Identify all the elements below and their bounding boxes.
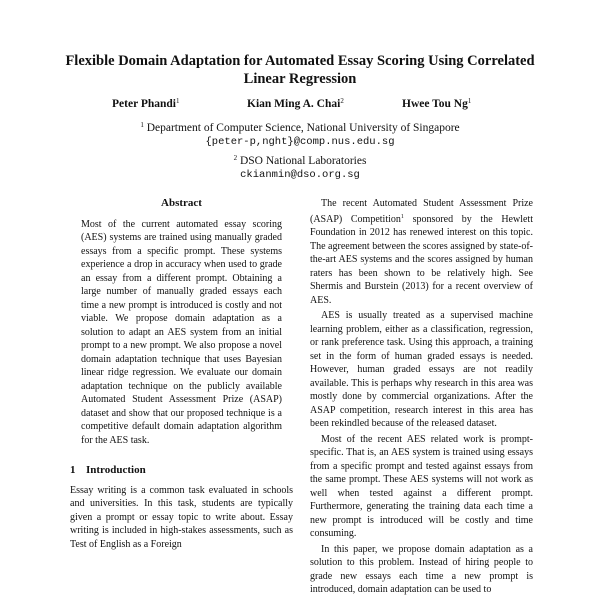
paragraph-asap bbox=[310, 197, 533, 307]
footnote-mark: 1 bbox=[400, 213, 404, 220]
affiliation-email: {peter-p,nght}@comp.nus.edu.sg bbox=[205, 136, 395, 148]
affiliation-mark: 1 bbox=[467, 97, 472, 105]
right-column bbox=[310, 197, 533, 599]
author-3 bbox=[402, 97, 471, 110]
abstract-heading: Abstract bbox=[161, 197, 202, 209]
intro-paragraph: Essay writing is a common task evaluated in schools and universities. In this task, students are typically given a prompt or essay topic to write about. Essay writing is included in high-stakes assessments, such as Test of English as a Foreign bbox=[70, 484, 293, 550]
affiliation-name: DSO National Laboratories bbox=[239, 155, 367, 167]
author-2 bbox=[247, 97, 344, 110]
paragraph-prompt-specific: Most of the recent AES related work is prompt-specific. That is, an AES system is trained using essays from a specific prompt and tested against essays from the same prompt. These AES systems will not work as well when tested against a different prompt. Furthermore, generating the training data each time a new prompt is introduced will be costly and time consuming. bbox=[310, 433, 533, 539]
author-list bbox=[0, 97, 600, 113]
affiliation-name: Department of Computer Science, National University of Singapore bbox=[146, 122, 460, 134]
author-name: Kian Ming A. Chai bbox=[247, 98, 341, 110]
author-name: Hwee Tou Ng bbox=[402, 98, 468, 110]
section-number: 1 bbox=[70, 464, 76, 476]
paragraph-domain-adaptation: In this paper, we propose domain adaptation as a solution to this problem. Instead of hiring people to grade new essays each time a new prompt is introduced, domain adaptation can be used to bbox=[310, 543, 533, 595]
section-heading bbox=[70, 464, 293, 478]
affiliation-mark: 2 bbox=[340, 97, 344, 105]
author-1 bbox=[112, 97, 180, 110]
affiliation-mark: 2 bbox=[233, 154, 238, 162]
affiliation-2 bbox=[60, 151, 540, 182]
section-title: Introduction bbox=[86, 464, 146, 476]
paragraph-text-before: The recent Automated Student Assessment Prize (ASAP) Competition bbox=[310, 198, 533, 225]
paragraph-supervised: AES is usually treated as a supervised machine learning problem, either as a classification, regression, or rank preference task. Using this approach, a training set in the form of human graded essays is needed. However, human graded essays are not readily available. This is perhaps why research in this area was mostly done by commercial organizations. After the ASAP competition, research interest in this area has been rekindled because of the released dataset. bbox=[310, 310, 533, 429]
paragraph-text-after: sponsored by the Hewlett Foundation in 2012 has renewed interest on this topic. The agreement between the scores assigned by state-of-the-art AES systems and the scores assigned by human raters has been shown to be relatively high. See Shermis and Burstein (2013) for a recent overview of AES. bbox=[310, 213, 533, 306]
affiliation-email: ckianmin@dso.org.sg bbox=[240, 169, 360, 181]
paper-title: Flexible Domain Adaptation for Automated Essay Scoring Using Correlated Linear Regression bbox=[65, 53, 535, 87]
abstract-text: Most of the current automated essay scoring (AES) systems are trained using manually graded essays from a specific prompt. These systems experience a drop in accuracy when used to grade an essay from a different prompt. Obtaining a large number of manually graded essays each time a new prompt is introduced is costly and not viable. We propose domain adaptation as a solution to adapt an AES system from an initial prompt to a new prompt. We also propose a novel domain adaptation technique that uses Bayesian linear ridge regression. We evaluate our domain adaptation technique on the publicly available Automated Student Assessment Prize (ASAP) dataset and show that our proposed technique is a competitive default domain adaptation algorithm for the AES task. bbox=[81, 218, 282, 446]
affiliation-1 bbox=[60, 118, 540, 149]
affiliation-mark: 1 bbox=[176, 97, 180, 105]
left-column bbox=[70, 197, 293, 551]
author-name: Peter Phandi bbox=[112, 98, 176, 110]
affiliation-mark: 1 bbox=[140, 121, 144, 129]
